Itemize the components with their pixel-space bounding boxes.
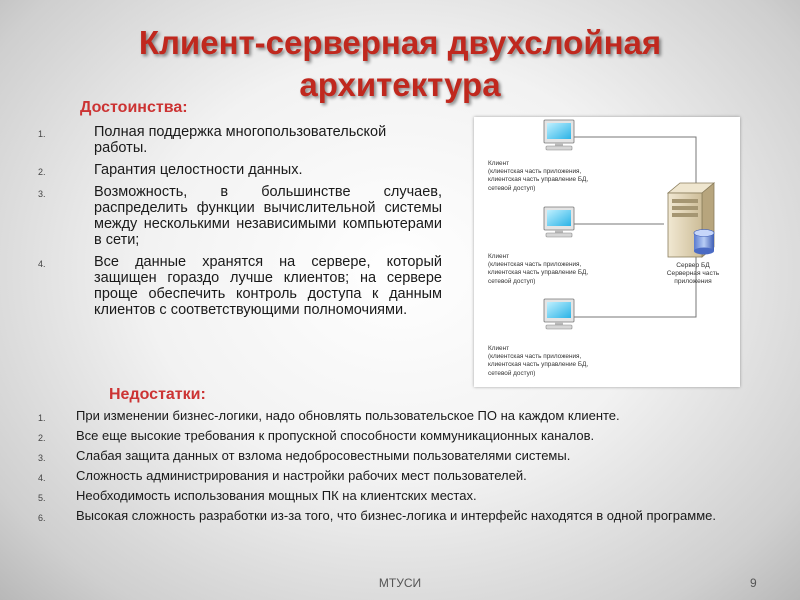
computer-icon bbox=[544, 120, 574, 150]
list-item-text: Сложность администрирования и настройки рабочих мест пользователей. bbox=[76, 468, 527, 483]
server-label-line: Серверная часть bbox=[666, 270, 720, 278]
list-number: 4. bbox=[38, 473, 46, 483]
server-label-line: Сервер БД bbox=[676, 262, 710, 269]
list-item bbox=[38, 124, 442, 156]
computer-icon bbox=[544, 207, 574, 237]
server-label-line: приложения bbox=[674, 278, 712, 286]
list-item bbox=[38, 408, 776, 424]
list-item-text: Гарантия целостности данных. bbox=[94, 162, 303, 178]
list-item bbox=[38, 254, 442, 318]
list-item-text: Высокая сложность разработки из-за того, что бизнес-логика и интерфейс находятся в одной программе. bbox=[76, 508, 716, 523]
client-label-line: сетевой доступ) bbox=[488, 184, 536, 192]
server-label bbox=[654, 262, 732, 287]
client-label-line: сетевой доступ) bbox=[488, 277, 536, 285]
list-item-text: Слабая защита данных от взлома недобросовестными пользователями системы. bbox=[76, 448, 571, 463]
client-label-line: Клиент bbox=[488, 253, 510, 260]
computer-icon bbox=[544, 299, 574, 329]
client-label-line: клиентская часть управление БД, bbox=[488, 269, 589, 277]
client-label-line: Клиент bbox=[488, 160, 510, 167]
list-item-text: Необходимость использования мощных ПК на клиентских местах. bbox=[76, 488, 477, 503]
client-label-line: сетевой доступ) bbox=[488, 369, 536, 377]
list-item-text: Все еще высокие требования к пропускной способности коммуникационных каналов. bbox=[76, 428, 595, 443]
disadvantages-list bbox=[38, 408, 776, 528]
footer-text: МТУСИ bbox=[378, 576, 422, 590]
client-label-line: клиентская часть управление БД, bbox=[488, 361, 589, 369]
client-label-line: Клиент bbox=[488, 345, 510, 352]
list-number: 2. bbox=[38, 433, 46, 443]
client-label bbox=[488, 160, 648, 193]
list-number: 1. bbox=[38, 413, 46, 423]
client-label bbox=[488, 345, 648, 378]
list-number: 5. bbox=[38, 493, 46, 503]
list-item-text: Возможность, в большинстве случаев, распределить функции вычислительной системы между несколькими независимыми компьютерами в сети; bbox=[94, 184, 442, 248]
advantages-list bbox=[38, 124, 442, 324]
client-label bbox=[488, 253, 648, 286]
list-item bbox=[38, 468, 776, 484]
slide-title: Клиент-серверная двухслойная архитектура bbox=[138, 24, 662, 103]
list-item bbox=[38, 162, 442, 178]
list-number: 2. bbox=[38, 167, 46, 177]
list-item-text: Все данные хранятся на сервере, который защищен гораздо лучше клиентов; на сервере проще обеспечить контроль доступа к данным клиентов с соответствующими полномочиями. bbox=[94, 254, 442, 318]
disadvantages-heading: Недостатки: bbox=[109, 386, 206, 403]
client-label-line: (клиентская часть приложения, bbox=[488, 353, 582, 361]
list-number: 1. bbox=[38, 129, 46, 139]
database-server-icon bbox=[668, 183, 714, 257]
list-number: 6. bbox=[38, 513, 46, 523]
list-item bbox=[38, 184, 442, 248]
list-item-text: При изменении бизнес-логики, надо обновлять пользовательское ПО на каждом клиенте. bbox=[76, 408, 620, 423]
client-label-line: (клиентская часть приложения, bbox=[488, 168, 582, 176]
list-number: 3. bbox=[38, 453, 46, 463]
list-item bbox=[38, 448, 776, 464]
list-number: 3. bbox=[38, 189, 46, 199]
client-label-line: клиентская часть управление БД, bbox=[488, 176, 589, 184]
client-label-line: (клиентская часть приложения, bbox=[488, 261, 582, 269]
client-server-diagram bbox=[474, 117, 740, 387]
list-item bbox=[38, 488, 776, 504]
list-item bbox=[38, 508, 776, 524]
list-item-text: Полная поддержка многопользовательской работы. bbox=[94, 124, 387, 156]
list-number: 4. bbox=[38, 259, 46, 269]
list-item bbox=[38, 428, 776, 444]
page-number: 9 bbox=[750, 576, 757, 590]
advantages-heading: Достоинства: bbox=[80, 99, 188, 116]
